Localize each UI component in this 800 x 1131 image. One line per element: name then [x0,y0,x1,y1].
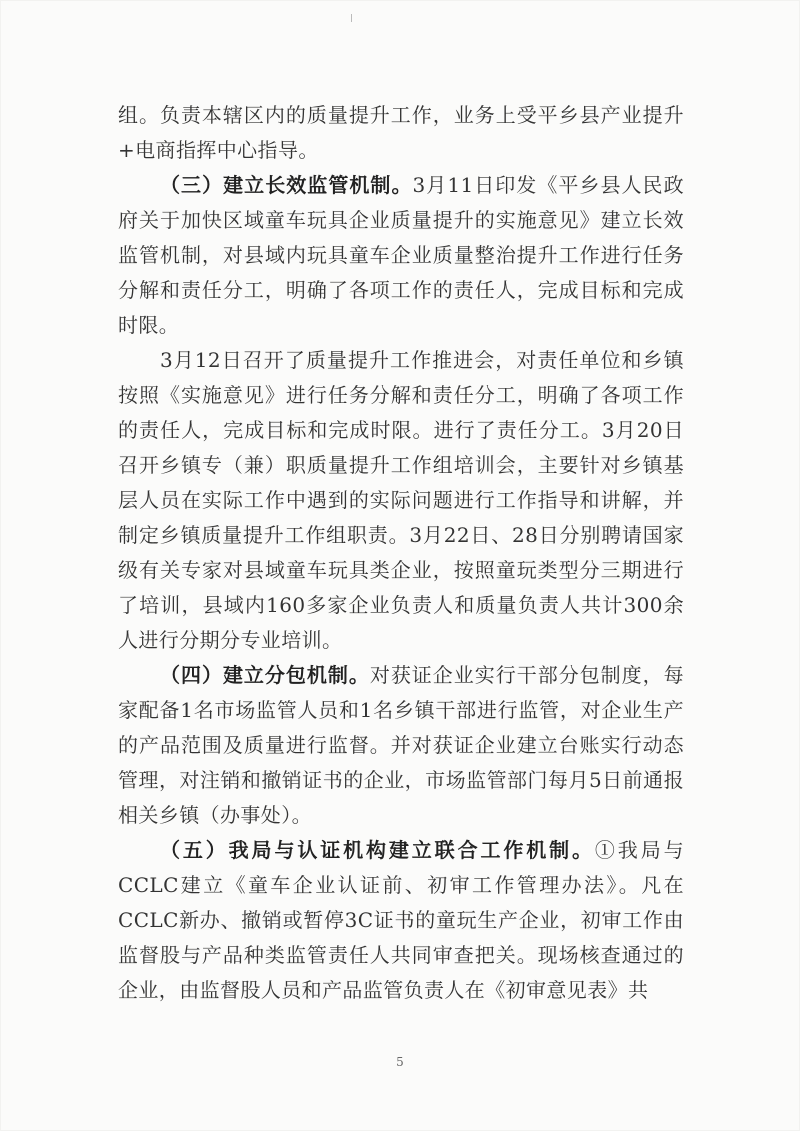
paragraph-section-5 [118,833,684,1008]
page-number: 5 [396,1055,404,1069]
document-body [118,98,684,1008]
paragraph-text: 对获证企业实行干部分包制度，每家配备1名市场监管人员和1名乡镇干部进行监管，对企业生产的产品范围及质量进行监督。并对获证企业建立台账实行动态管理，对注销和撤销证书的企业，市场监管部门每月5日前通报相关乡镇（办事处）。 [118,663,685,827]
paragraph-body [118,343,684,658]
paragraph-text: 3月12日召开了质量提升工作推进会，对责任单位和乡镇按照《实施意见》进行任务分解和责任分工，明确了各项工作的责任人，完成目标和完成时限。进行了责任分工。3月20日召开乡镇专（兼）职质量提升工作组培训会，主要针对乡镇基层人员在实际工作中遇到的实际问题进行工作指导和讲解，并制定乡镇质量提升工作组职责。3月22日、28日分别聘请国家级有关专家对县域童车玩具类企业，按照童玩类型分三期进行了培训，县域内160多家企业负责人和质量负责人共计300余人进行分期分专业培训。 [118,348,684,652]
paragraph-text: 组。负责本辖区内的质量提升工作，业务上受平乡县产业提升+电商指挥中心指导。 [118,103,684,162]
paragraph-text: 3月11日印发《平乡县人民政府关于加快区域童车玩具企业质量提升的实施意见》建立长效监管机制，对县域内玩具童车企业质量整治提升工作进行任务分解和责任分工，明确了各项工作的责任人，完成目标和完成时限。 [118,173,684,337]
scan-mark [351,14,352,22]
section-heading: （五）我局与认证机构建立联合工作机制。 [160,838,595,862]
section-heading: （四）建立分包机制。 [160,663,370,687]
paragraph-section-4 [118,658,684,833]
paragraph-text: ①我局与CCLC建立《童车企业认证前、初审工作管理办法》。凡在CCLC新办、撤销或暂停3C证书的童玩生产企业，初审工作由监督股与产品种类监管责任人共同审查把关。现场核查通过的企业，由监督股人员和产品监管负责人在《初审意见表》共 [118,838,684,1002]
paragraph-continuation [118,98,684,168]
paragraph-section-3 [118,168,684,343]
section-heading: （三）建立长效监管机制。 [160,173,413,197]
